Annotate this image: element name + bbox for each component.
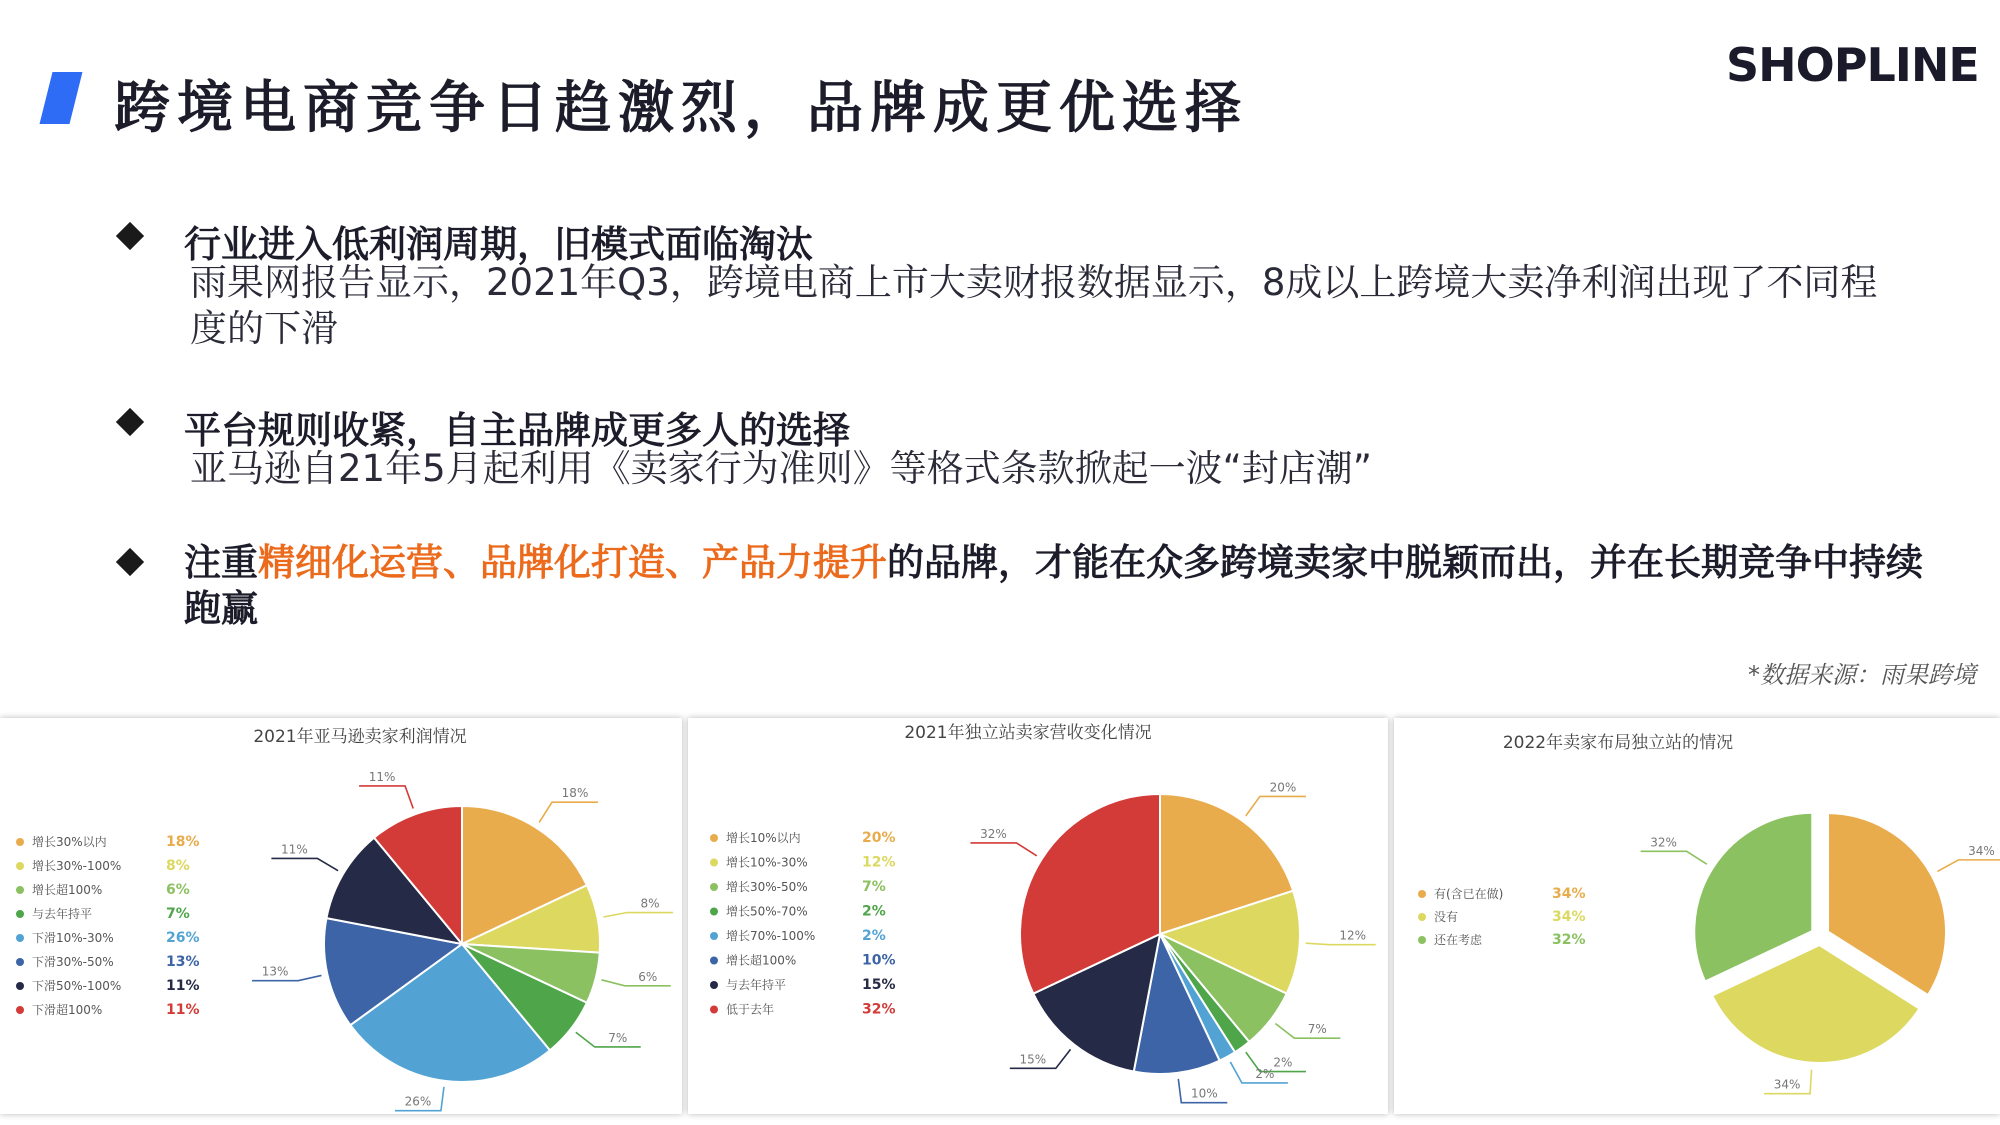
slice-leader-line	[539, 802, 598, 822]
slice-leader-line	[1306, 943, 1376, 945]
legend-label: 增长30%以内	[32, 835, 107, 849]
pie-chart-2022-layout	[1394, 718, 2000, 1114]
legend-value: 32%	[1552, 932, 1586, 948]
legend-value: 8%	[166, 858, 190, 874]
diamond-bullet-icon	[116, 408, 144, 436]
legend-marker	[16, 934, 24, 942]
legend-marker	[16, 1006, 24, 1014]
legend-label: 下滑50%-100%	[32, 979, 122, 993]
legend-value: 34%	[1552, 909, 1586, 925]
legend-marker	[16, 958, 24, 966]
legend-marker	[710, 981, 718, 989]
legend-value: 26%	[166, 930, 200, 946]
slice-label: 34%	[1773, 1077, 1801, 1092]
legend-value: 11%	[166, 1002, 200, 1018]
slice-label: 12%	[1339, 928, 1367, 943]
legend-label: 增长10%-30%	[726, 855, 808, 870]
legend-value: 6%	[166, 882, 190, 898]
legend-marker	[710, 932, 718, 940]
slice-label: 2%	[1273, 1055, 1293, 1070]
page-title: 跨境电商竞争日趋激烈，品牌成更优选择	[114, 76, 1248, 141]
slice-label: 8%	[640, 896, 660, 911]
title-accent-bar	[40, 72, 83, 124]
pie-chart-amazon-profit	[0, 718, 682, 1114]
legend-marker	[710, 883, 718, 891]
legend-value: 32%	[862, 1001, 896, 1018]
legend-marker	[1418, 913, 1426, 921]
chart-title: 2021年独立站卖家营收变化情况	[904, 723, 1152, 743]
legend-label: 下滑超100%	[32, 1003, 103, 1017]
data-source-note: *数据来源：雨果跨境	[1748, 661, 1976, 689]
slice-label: 2%	[1255, 1066, 1275, 1081]
legend-label: 与去年持平	[32, 907, 93, 921]
diamond-bullet-icon	[116, 222, 144, 250]
legend-value: 15%	[862, 977, 896, 993]
legend-label: 增长超100%	[726, 953, 797, 968]
slice-leader-line	[271, 858, 338, 870]
legend-value: 20%	[862, 830, 896, 846]
legend-marker	[16, 910, 24, 918]
legend-value: 13%	[166, 954, 200, 970]
legend-value: 7%	[166, 906, 190, 922]
slice-label: 34%	[1968, 843, 1995, 858]
slice-label: 32%	[1650, 835, 1677, 850]
slice-label: 7%	[608, 1030, 628, 1045]
legend-label: 增长50%-70%	[726, 904, 808, 919]
legend-label: 有(含已在做)	[1434, 887, 1504, 901]
slice-leader-line	[1937, 860, 2000, 872]
bullet-text-highlight: 精细化运营、品牌化打造、产品力提升	[258, 541, 887, 584]
legend-label: 增长10%以内	[726, 831, 801, 845]
legend-label: 下滑30%-50%	[32, 955, 114, 969]
legend-marker	[16, 862, 24, 870]
chart-panel-2	[688, 718, 1388, 1114]
slice-leader-line	[601, 980, 670, 986]
chart-panel-3	[1394, 718, 2000, 1114]
legend-marker	[16, 838, 24, 846]
legend-value: 34%	[1552, 886, 1586, 902]
slice-label: 6%	[638, 969, 658, 984]
legend-marker	[710, 859, 718, 867]
legend-label: 还在考虑	[1434, 933, 1483, 947]
legend-value: 2%	[862, 903, 886, 920]
bullet-heading: 平台规则收紧，自主品牌成更多人的选择	[184, 409, 850, 452]
slice-label: 32%	[980, 826, 1007, 841]
slice-leader-line	[359, 786, 413, 809]
legend-marker	[1418, 890, 1426, 898]
slice-label: 7%	[1307, 1022, 1327, 1037]
bullet-heading: 行业进入低利润周期，旧模式面临淘汰	[184, 223, 813, 266]
slice-label: 15%	[1019, 1052, 1047, 1067]
slice-label: 11%	[368, 769, 396, 784]
slice-leader-line	[603, 913, 673, 917]
legend-value: 10%	[862, 952, 896, 969]
slice-leader-line	[1246, 796, 1306, 815]
legend-marker	[16, 886, 24, 894]
legend-value: 2%	[862, 928, 886, 944]
bullet-text-lead: 注重	[184, 541, 258, 584]
slice-label: 13%	[261, 964, 289, 979]
legend-label: 与去年持平	[726, 978, 787, 992]
logo-text: SHOPLINE	[1726, 38, 1979, 92]
legend-label: 没有	[1434, 910, 1459, 924]
chart-title: 2022年卖家布局独立站的情况	[1502, 733, 1734, 753]
legend-value: 11%	[166, 978, 200, 994]
legend-value: 12%	[862, 854, 896, 871]
legend-marker	[1418, 936, 1426, 944]
legend-marker	[710, 834, 718, 842]
shopline-logo	[1726, 38, 1979, 92]
chart-title: 2021年亚马逊卖家利润情况	[253, 727, 467, 747]
legend-label: 增长30%-50%	[726, 880, 808, 894]
slice-label: 20%	[1269, 780, 1297, 795]
bullet-body: 雨果网报告显示，2021年Q3，跨境电商上市大卖财报数据显示，8成以上跨境大卖净利润出现了不同程度的下滑	[190, 261, 1878, 350]
chart-panel-1	[0, 718, 682, 1114]
legend-label: 低于去年	[726, 1002, 775, 1017]
legend-label: 增长30%-100%	[32, 859, 122, 873]
legend-label: 增长70%-100%	[726, 929, 816, 943]
legend-marker	[16, 982, 24, 990]
bullet-text-tail: 的品牌，才能在众多跨境卖家中脱颖而出，并在长期竞争中持续跑赢	[184, 541, 1923, 630]
legend-label: 下滑10%-30%	[32, 931, 114, 945]
diamond-bullet-icon	[116, 548, 144, 576]
legend-value: 18%	[166, 834, 200, 850]
legend-value: 7%	[862, 879, 886, 895]
legend-marker	[710, 957, 718, 965]
bullet-text	[184, 540, 1944, 632]
slice-leader-line	[970, 843, 1036, 856]
slice-label: 10%	[1190, 1086, 1218, 1101]
legend-marker	[710, 908, 718, 916]
slice-label: 18%	[561, 786, 589, 801]
slice-label: 26%	[404, 1094, 432, 1109]
legend-label: 增长超100%	[32, 883, 103, 897]
slice-label: 11%	[281, 842, 308, 857]
bullet-body: 亚马逊自21年5月起利用《卖家行为准则》等格式条款掀起一波“封店潮”	[190, 447, 1372, 490]
pie-chart-independent-revenue	[688, 718, 1388, 1114]
legend-marker	[710, 1006, 718, 1014]
slice-leader-line	[1641, 851, 1707, 864]
